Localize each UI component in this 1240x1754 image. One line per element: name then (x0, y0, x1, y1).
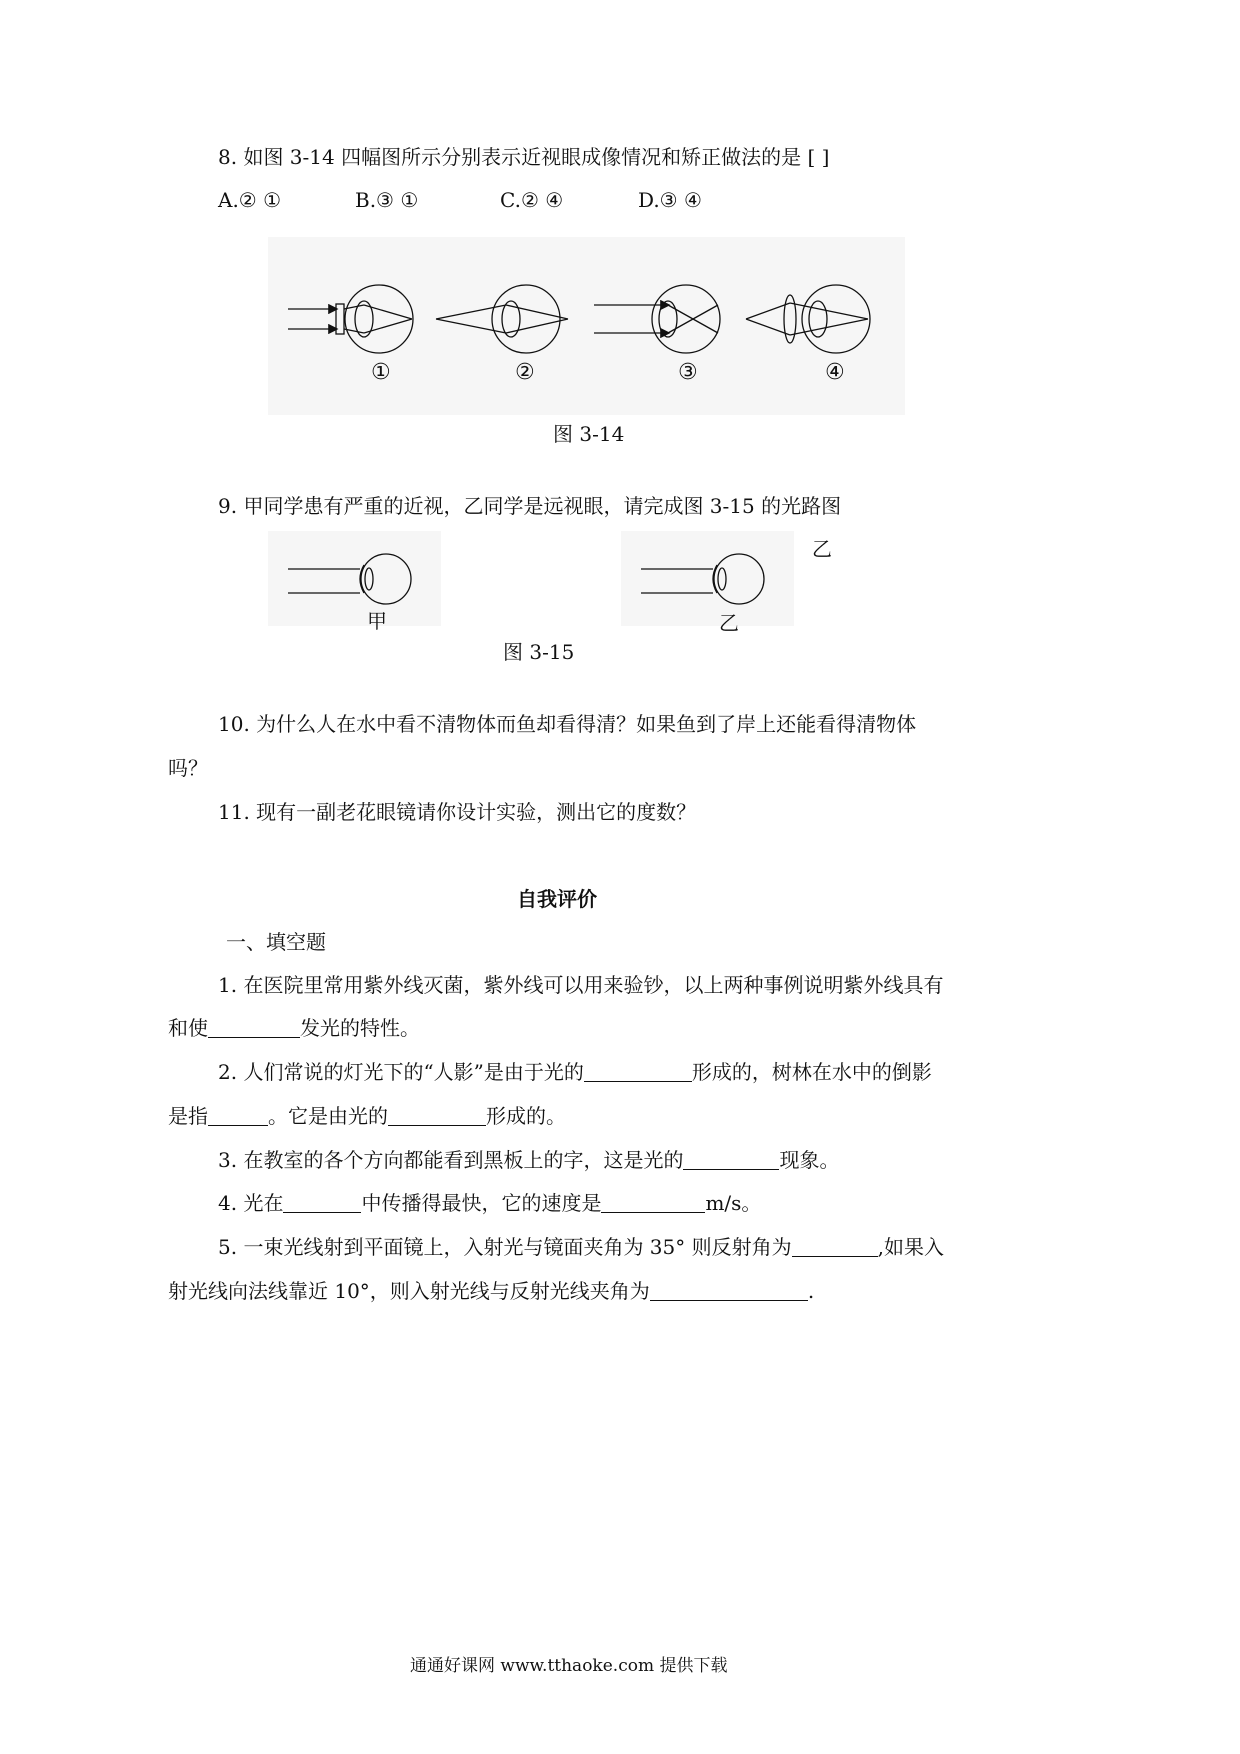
figure-3-15-right (621, 531, 794, 635)
option-a: A.② ① (218, 188, 282, 212)
fill-1-line-2 (168, 1016, 420, 1040)
fill-4-line (218, 1191, 761, 1215)
fill-4-blank-1[interactable] (283, 1192, 361, 1213)
figure-3-14-drawing (268, 237, 905, 415)
fill-5-blank-2[interactable] (650, 1280, 808, 1301)
figure-3-14-caption: 图 3-14 (553, 422, 625, 446)
fill-3-post: 现象。 (779, 1148, 840, 1172)
figure-label-3: ③ (678, 360, 698, 385)
label-yi-extra: 乙 (812, 537, 832, 561)
label-yi: 乙 (719, 611, 739, 635)
question-10-line-1: 10. 为什么人在水中看不清物体而鱼却看得清？如果鱼到了岸上还能看得清物体 (218, 712, 917, 736)
fill-5-blank-1[interactable] (792, 1236, 878, 1257)
fill-3-line (218, 1148, 839, 1172)
eye-diagram-3 (594, 285, 720, 353)
figure-3-15-left (268, 531, 441, 633)
fill-5-end: . (807, 1279, 815, 1303)
fill-2-l2b: 。它是由光的 (268, 1104, 388, 1128)
fill-2-pre: 2. 人们常说的灯光下的“人影”是由于光的 (218, 1060, 584, 1084)
fill-2-line-1 (218, 1060, 932, 1084)
section-subtitle: 一、填空题 (226, 930, 326, 954)
eye-diagram-left (268, 531, 441, 626)
fill-5-l2: 射光线向法线靠近 10°，则入射光线与反射光线夹角为 (168, 1279, 650, 1303)
fill-1-blank[interactable] (208, 1017, 300, 1038)
figure-label-4: ④ (825, 360, 845, 385)
fill-5-post: ,如果入 (877, 1235, 944, 1259)
figure-3-14 (268, 237, 905, 415)
fill-2-blank-3[interactable] (388, 1105, 486, 1126)
eye-diagram-right (621, 531, 794, 626)
fill-4-post: m/s。 (705, 1191, 762, 1215)
question-11-text: 11. 现有一副老花眼镜请你设计实验，测出它的度数？ (218, 800, 697, 824)
eye-diagram-1 (288, 285, 413, 353)
label-jia: 甲 (367, 609, 387, 633)
fill-5-pre: 5. 一束光线射到平面镜上，入射光与镜面夹角为 35° 则反射角为 (218, 1235, 792, 1259)
option-b: B.③ ① (355, 188, 419, 212)
fill-2-l2a: 是指 (168, 1104, 208, 1128)
option-d: D.③ ④ (638, 188, 702, 212)
question-8-text: 8. 如图 3-14 四幅图所示分别表示近视眼成像情况和矫正做法的是 [ ] (218, 145, 830, 169)
fill-2-mid: 形成的，树林在水中的倒影 (691, 1060, 932, 1084)
fill-3-blank[interactable] (683, 1149, 779, 1170)
fill-1-line-1: 1. 在医院里常用紫外线灭菌，紫外线可以用来验钞，以上两种事例说明紫外线具有 (218, 973, 944, 997)
fill-4-mid: 中传播得最快，它的速度是 (361, 1191, 602, 1215)
fill-2-l2c: 形成的。 (486, 1104, 566, 1128)
fill-4-pre: 4. 光在 (218, 1191, 284, 1215)
fill-2-line-2 (168, 1104, 566, 1128)
section-title: 自我评价 (517, 887, 597, 911)
eye-diagram-2 (436, 285, 568, 353)
fill-5-line-1 (218, 1235, 944, 1259)
question-10-line-2: 吗？ (168, 756, 208, 780)
question-9-text: 9. 甲同学患有严重的近视，乙同学是远视眼，请完成图 3-15 的光路图 (218, 494, 842, 518)
figure-label-2: ② (515, 360, 535, 385)
fill-5-line-2 (168, 1279, 814, 1303)
fill-3-pre: 3. 在教室的各个方向都能看到黑板上的字，这是光的 (218, 1148, 684, 1172)
option-c: C.② ④ (500, 188, 564, 212)
figure-label-1: ① (371, 360, 391, 385)
fill-1-post: 发光的特性。 (300, 1016, 420, 1040)
fill-4-blank-2[interactable] (601, 1192, 705, 1213)
eye-diagram-4 (746, 285, 870, 353)
fill-1-pre: 和使 (168, 1016, 208, 1040)
figure-3-15-caption: 图 3-15 (503, 640, 575, 664)
fill-2-blank-2[interactable] (208, 1105, 268, 1126)
footer-text: 通通好课网 www.tthaoke.com 提供下载 (410, 1656, 728, 1676)
fill-2-blank-1[interactable] (584, 1061, 692, 1082)
